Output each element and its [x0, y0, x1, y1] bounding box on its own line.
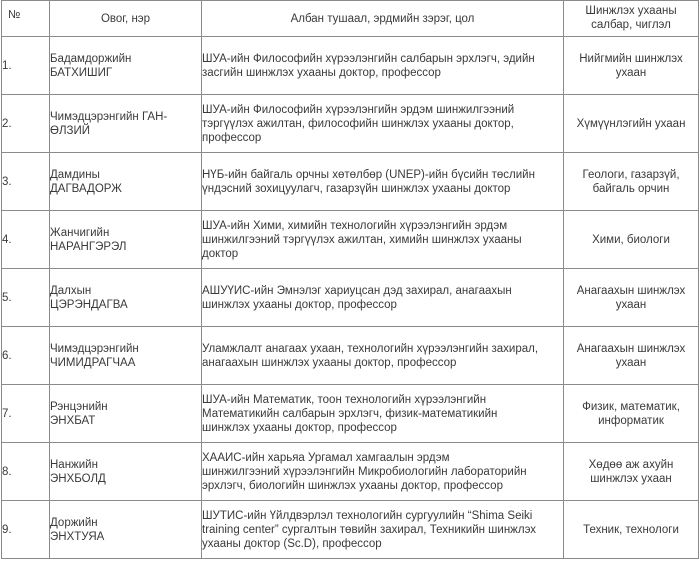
- position-line: засгийн шинжлэх ухааны доктор, профессор: [202, 66, 441, 79]
- table-row: [2, 95, 699, 153]
- person-surname: Рэнцэнийн: [50, 400, 108, 413]
- position-line: шинжлэх ухааны доктор, профессор: [202, 298, 397, 311]
- position-line: үндэсний зохицуулагч, газарзүйн шинжлэх ухааны доктор: [202, 182, 511, 195]
- person-name: [50, 385, 202, 443]
- person-given-name: ЭНХБОЛД: [50, 472, 106, 485]
- position-line: ШУТИС-ийн Үйлдвэрлэл технологийн сургуулийн “Shima Seiki: [202, 509, 533, 522]
- person-name: [50, 95, 202, 153]
- position-line: ШУА-ийн Философийн хүрээлэнгийн салбарын эрхлэгч, эдийн: [202, 52, 535, 65]
- members-table: [1, 0, 699, 559]
- science-field: [564, 37, 699, 95]
- table-row: [2, 211, 699, 269]
- position-line: Математикийн салбарын эрхлэгч, физик-математикийн: [202, 407, 498, 420]
- position-line: ШУА-ийн Математик, тоон технологийн хүрээлэнгийн: [202, 393, 487, 406]
- table-row: [2, 501, 699, 559]
- position-line: АШУҮИС-ийн Эмнэлэг хариуцсан дэд захирал, анагаахын: [202, 284, 512, 297]
- person-given-name: ЭНХТУЯА: [50, 530, 105, 543]
- table-row: [2, 327, 699, 385]
- science-field: [564, 269, 699, 327]
- person-given-name: ЦЭРЭНДАГВА: [50, 298, 128, 311]
- field-line: байгаль орчин: [592, 182, 670, 195]
- person-position: [202, 385, 564, 443]
- person-given-name: ЧИМИДРАГЧАА: [50, 356, 136, 369]
- person-given-name: ӨЛЗИЙ: [50, 124, 90, 137]
- position-line: ХААИС-ийн харьяа Ургамал хамгаалын эрдэм: [202, 451, 450, 464]
- row-number: 6.: [2, 327, 50, 385]
- header-number: №: [2, 1, 50, 37]
- row-number: 9.: [2, 501, 50, 559]
- header-row: [2, 1, 699, 37]
- science-field: [564, 501, 699, 559]
- person-given-name: БАТХИШИГ: [50, 66, 113, 79]
- position-line: профессор: [202, 131, 262, 144]
- position-line: ШУА-ийн Хими, химийн технологийн хүрээлэнгийн эрдэм: [202, 219, 508, 232]
- person-given-name: ДАГВАДОРЖ: [50, 182, 122, 195]
- person-position: [202, 37, 564, 95]
- person-name: [50, 153, 202, 211]
- science-field: [564, 385, 699, 443]
- row-number: 7.: [2, 385, 50, 443]
- person-given-name: НАРАНГЭРЭЛ: [50, 240, 127, 253]
- person-position: [202, 327, 564, 385]
- header-position: Албан тушаал, эрдмийн зэрэг, цол: [202, 1, 564, 37]
- position-line: шинжилгээний хүрээлэнгийн Микробиологийн лабораторийн: [202, 465, 527, 478]
- person-name: [50, 37, 202, 95]
- field-line: Анагаахын шинжлэх: [576, 342, 686, 355]
- field-line: Хөдөө аж ахуйн: [588, 458, 674, 471]
- person-surname: Доржийн: [50, 516, 98, 529]
- header-name: Овог, нэр: [50, 1, 202, 37]
- position-line: тэргүүлэх ажилтан, философийн шинжлэх ухааны доктор,: [202, 117, 514, 130]
- position-line: training center” сургалтын төвийн захирал, Техникийн шинжлэх: [202, 523, 537, 536]
- field-line: ухаан: [615, 356, 647, 369]
- field-line: шинжлэх ухаан: [590, 472, 672, 485]
- field-line: Техник, технологи: [583, 523, 679, 536]
- row-number: 2.: [2, 95, 50, 153]
- person-surname: Жанчигийн: [50, 226, 110, 239]
- position-line: Уламжлалт анагаах ухаан, технологийн хүрээлэнгийн захирал,: [202, 342, 539, 355]
- position-line: доктор: [202, 247, 239, 260]
- person-surname: Чимэдцэрэнгийн ГАН-: [50, 110, 168, 123]
- person-given-name: ЭНХБАТ: [50, 414, 96, 427]
- person-surname: Чимэдцэрэнгийн: [50, 342, 139, 355]
- field-line: Анагаахын шинжлэх: [576, 284, 686, 297]
- row-number: 5.: [2, 269, 50, 327]
- position-line: анагаахын шинжлэх ухааны доктор, профессор: [202, 356, 457, 369]
- row-number: 3.: [2, 153, 50, 211]
- science-field: [564, 95, 699, 153]
- position-line: шинжилгээний тэргүүлэх ажилтан, химийн шинжлэх ухааны: [202, 233, 522, 246]
- row-number: 8.: [2, 443, 50, 501]
- person-name: [50, 443, 202, 501]
- field-line: ухаан: [615, 66, 647, 79]
- field-line: Хүмүүнлэгийн ухаан: [576, 117, 686, 130]
- table-row: [2, 385, 699, 443]
- person-position: [202, 95, 564, 153]
- field-line: Нийгмийн шинжлэх: [579, 52, 683, 65]
- position-line: ШУА-ийн Философийн хүрээлэнгийн эрдэм шинжилгээний: [202, 103, 515, 116]
- person-position: [202, 269, 564, 327]
- person-surname: Бадамдоржийн: [50, 52, 132, 65]
- position-line: шинжлэх ухааны доктор, профессор: [202, 421, 397, 434]
- person-position: [202, 211, 564, 269]
- person-name: [50, 269, 202, 327]
- header-field-line: Шинжлэх ухааны: [585, 5, 677, 17]
- position-line: НҮБ-ийн байгаль орчны хөтөлбөр (UNEP)-ийн бүсийн төслийн: [202, 168, 535, 181]
- position-line: ухааны доктор (Sc.D), профессор: [202, 537, 382, 550]
- table-row: [2, 153, 699, 211]
- person-position: [202, 153, 564, 211]
- person-name: [50, 327, 202, 385]
- field-line: Хими, биологи: [592, 233, 670, 246]
- person-name: [50, 501, 202, 559]
- header-field-line: салбар, чиглэл: [591, 19, 671, 31]
- row-number: 1.: [2, 37, 50, 95]
- science-field: [564, 153, 699, 211]
- table-row: [2, 443, 699, 501]
- person-name: [50, 211, 202, 269]
- science-field: [564, 211, 699, 269]
- table-row: [2, 37, 699, 95]
- position-line: эрхлэгч, биологийн шинжлэх ухааны доктор, профессор: [202, 479, 503, 492]
- field-line: ухаан: [615, 298, 647, 311]
- person-surname: Нанжийн: [50, 458, 98, 471]
- field-line: Физик, математик,: [582, 400, 680, 413]
- header-field: [564, 1, 699, 37]
- field-line: Геологи, газарзүй,: [582, 168, 680, 181]
- person-position: [202, 443, 564, 501]
- table-row: [2, 269, 699, 327]
- person-surname: Дамдины: [50, 168, 100, 181]
- science-field: [564, 327, 699, 385]
- field-line: информатик: [598, 414, 664, 427]
- person-surname: Далхын: [50, 284, 92, 297]
- row-number: 4.: [2, 211, 50, 269]
- person-position: [202, 501, 564, 559]
- science-field: [564, 443, 699, 501]
